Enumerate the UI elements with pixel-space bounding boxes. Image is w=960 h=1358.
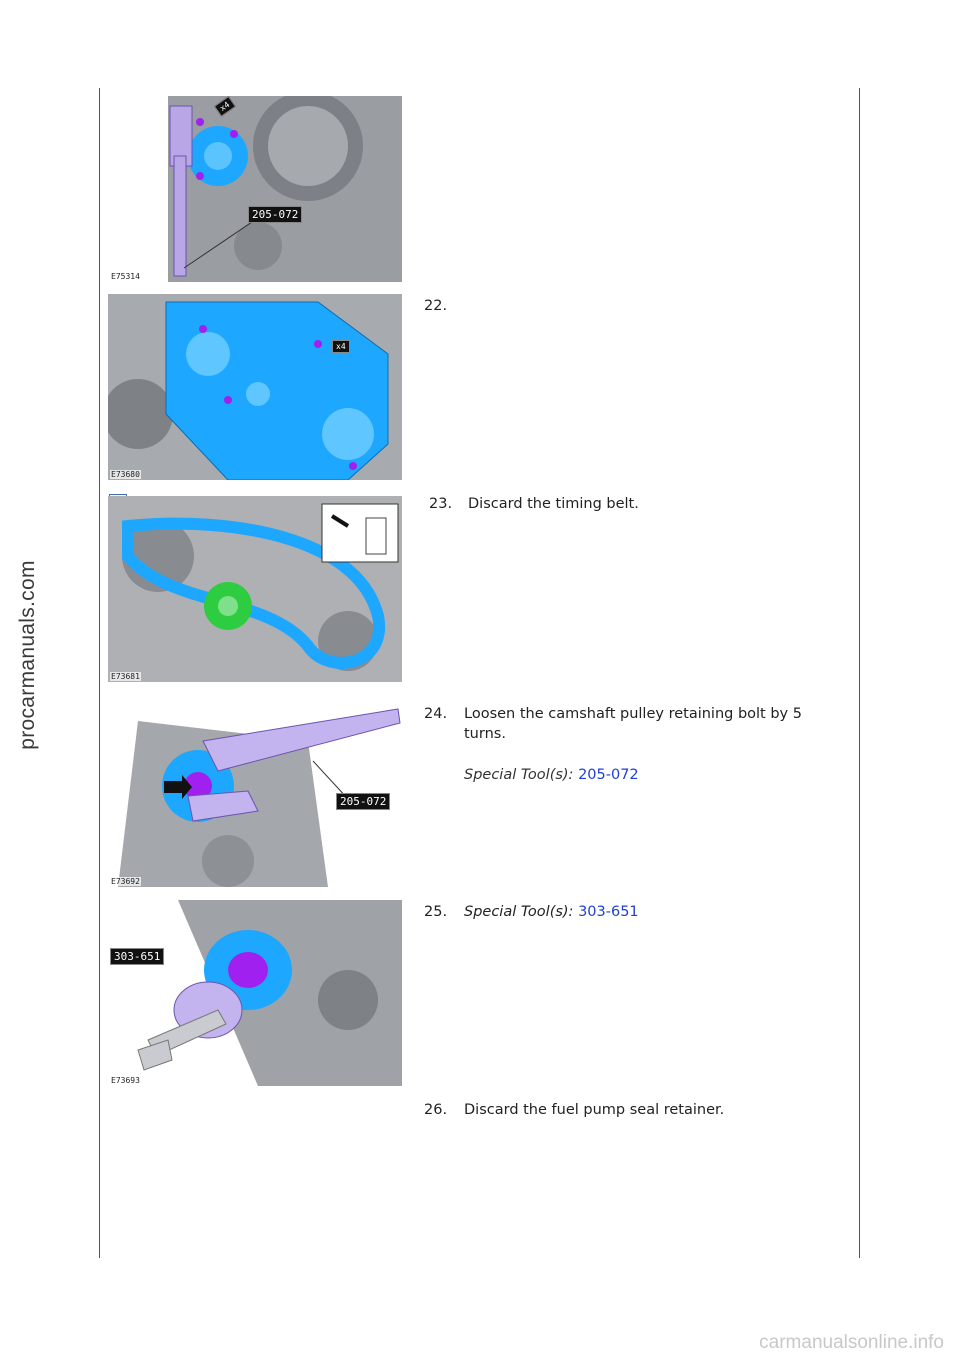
- figure-timing-belt[interactable]: [108, 496, 402, 682]
- figure-camshaft-holding-tool[interactable]: [108, 96, 402, 282]
- step-number: 23.: [429, 496, 453, 512]
- right-rule: [859, 88, 860, 1258]
- step-text: Discard the timing belt.: [468, 496, 639, 512]
- side-watermark: procarmanuals.com: [16, 560, 40, 750]
- step-number: 26.: [424, 1102, 448, 1118]
- special-tool-prefix: Special Tool(s):: [464, 767, 574, 783]
- figure-code: E73681: [111, 672, 140, 681]
- figure-code: E73680: [111, 470, 140, 479]
- left-rule: [99, 88, 100, 1258]
- figure-camshaft-pulley-bolt[interactable]: [108, 701, 402, 887]
- figure-code: E73693: [111, 1076, 140, 1085]
- step-text: Discard the fuel pump seal retainer.: [464, 1102, 725, 1118]
- figure-pulley-remover[interactable]: [108, 900, 402, 1086]
- step-text: Loosen the camshaft pulley retaining bolt by 5 turns.: [464, 706, 802, 742]
- step-number: 25.: [424, 904, 448, 920]
- bottom-watermark: carmanualsonline.info: [759, 1332, 944, 1353]
- special-tool-link[interactable]: 205-072: [578, 767, 639, 783]
- special-tool-prefix: Special Tool(s):: [464, 904, 574, 920]
- figure-code: E75314: [111, 272, 140, 281]
- special-tool-link[interactable]: 303-651: [578, 904, 639, 920]
- tool-label: 205-072: [336, 793, 390, 810]
- figure-code: E73692: [111, 877, 140, 886]
- special-tool-line: [464, 765, 844, 785]
- tool-label: 303-651: [110, 948, 164, 965]
- callout-label: x4: [332, 340, 350, 353]
- callout-label: x4: [214, 96, 236, 117]
- step-number: 24.: [424, 706, 448, 722]
- figure-timing-cover[interactable]: [108, 294, 402, 480]
- tool-label: 205-072: [248, 206, 302, 223]
- step-number: 22.: [424, 298, 448, 314]
